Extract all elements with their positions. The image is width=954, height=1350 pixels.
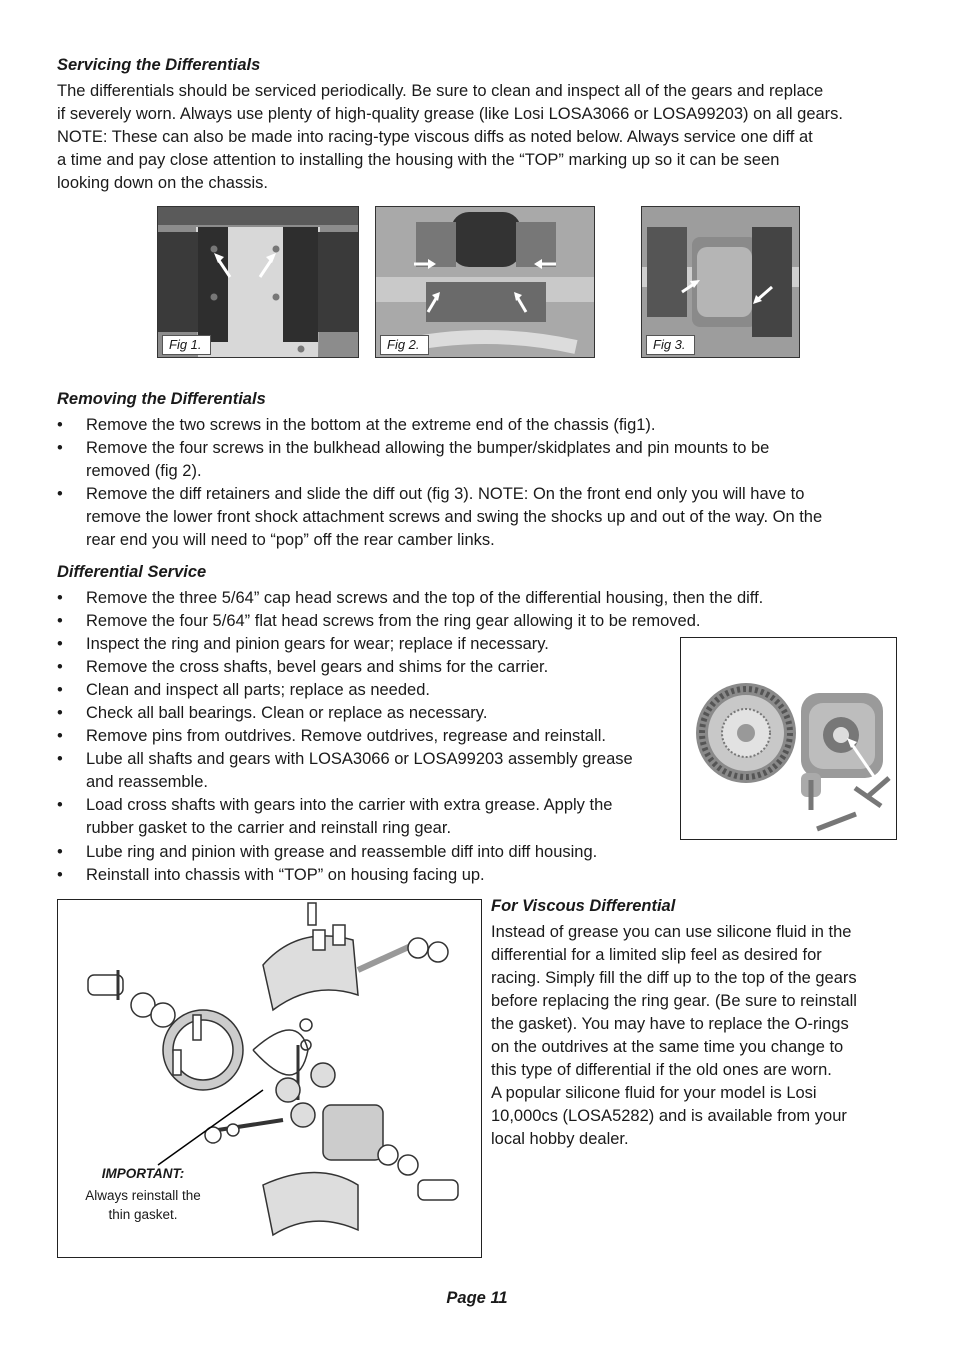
- list-item-text: Remove the cross shafts, bevel gears and shims for the carrier.: [86, 658, 549, 676]
- list-item-text: Remove pins from outdrives. Remove outdrives, regrease and reinstall.: [86, 727, 606, 745]
- bullet: •: [57, 635, 63, 653]
- list-item-text: Remove the diff retainers and slide the diff out (fig 3). NOTE: On the front end only you will have to: [86, 485, 805, 503]
- list-item-text: Clean and inspect all parts; replace as needed.: [86, 681, 430, 699]
- paragraph-line: on the outdrives at the same time you change to: [491, 1038, 844, 1056]
- list-item: [57, 633, 657, 656]
- fig3-caption: Fig 3.: [646, 335, 695, 355]
- list-item: [57, 748, 657, 794]
- list-item-text: Remove the two screws in the bottom at the extreme end of the chassis (fig1).: [86, 416, 656, 434]
- diff-gears-photo: [680, 637, 897, 840]
- list-item-text: Inspect the ring and pinion gears for wear; replace if necessary.: [86, 635, 549, 653]
- list-item: [57, 841, 657, 864]
- service-heading: Differential Service: [57, 563, 207, 581]
- bullet: •: [57, 485, 63, 503]
- list-item: [57, 725, 657, 748]
- list-item: [57, 679, 657, 702]
- fig2-caption: Fig 2.: [380, 335, 429, 355]
- list-item: [57, 414, 907, 437]
- list-item: [57, 656, 657, 679]
- important-label: IMPORTANT:: [101, 1166, 185, 1181]
- bullet: •: [57, 750, 63, 768]
- list-item-text: Remove the four screws in the bulkhead allowing the bumper/skidplates and pin mounts to be: [86, 439, 770, 457]
- bullet: •: [57, 866, 63, 884]
- paragraph-line: The differentials should be serviced periodically. Be sure to clean and inspect all of the gears and replace: [57, 82, 824, 100]
- list-item-text: rubber gasket to the carrier and reinstall ring gear.: [86, 819, 452, 837]
- servicing-heading: Servicing the Differentials: [57, 56, 261, 74]
- bullet: •: [57, 704, 63, 722]
- bullet: •: [57, 589, 63, 607]
- list-item: [57, 483, 907, 552]
- list-item-text: and reassemble.: [86, 773, 208, 791]
- list-item-text: removed (fig 2).: [86, 462, 202, 480]
- paragraph-line: Instead of grease you can use silicone fluid in the: [491, 923, 852, 941]
- paragraph-line: looking down on the chassis.: [57, 174, 268, 192]
- paragraph-line: A popular silicone fluid for your model is Losi: [491, 1084, 817, 1102]
- paragraph-line: if severely worn. Always use plenty of high-quality grease (like Losi LOSA3066 or LOSA99203) on all gears.: [57, 105, 844, 123]
- list-item: [57, 864, 657, 887]
- list-item-text: Lube all shafts and gears with LOSA3066 or LOSA99203 assembly grease: [86, 750, 633, 768]
- paragraph-line: racing. Simply fill the diff up to the top of the gears: [491, 969, 857, 987]
- bullet: •: [57, 843, 63, 861]
- diff-gears-illustration: [681, 638, 896, 839]
- list-item: [57, 587, 857, 610]
- list-item: [57, 702, 657, 725]
- list-item: [57, 610, 857, 633]
- list-item-text: rear end you will need to “pop” off the rear camber links.: [86, 531, 495, 549]
- list-item-text: Load cross shafts with gears into the carrier with extra grease. Apply the: [86, 796, 613, 814]
- list-item-text: Remove the four 5/64” flat head screws from the ring gear allowing it to be removed.: [86, 612, 701, 630]
- bullet: •: [57, 727, 63, 745]
- bullet: •: [57, 681, 63, 699]
- paragraph-line: before replacing the ring gear. (Be sure to reinstall: [491, 992, 857, 1010]
- removing-heading: Removing the Differentials: [57, 390, 266, 408]
- paragraph-line: a time and pay close attention to installing the housing with the “TOP” marking up so it can be seen: [57, 151, 780, 169]
- list-item-text: Reinstall into chassis with “TOP” on housing facing up.: [86, 866, 485, 884]
- fig1-photo: [157, 206, 359, 358]
- important-note-line: thin gasket.: [108, 1207, 178, 1222]
- bullet: •: [57, 439, 63, 457]
- list-item: [57, 437, 907, 483]
- list-item-text: Remove the three 5/64” cap head screws and the top of the differential housing, then the diff.: [86, 589, 764, 607]
- fig1-caption: Fig 1.: [162, 335, 211, 355]
- paragraph-line: local hobby dealer.: [491, 1130, 629, 1148]
- list-item-text: remove the lower front shock attachment screws and swing the shocks up and out of the way. On the: [86, 508, 823, 526]
- bullet: •: [57, 416, 63, 434]
- paragraph-line: differential for a limited slip feel as desired for: [491, 946, 822, 964]
- fig2-photo: [375, 206, 595, 358]
- page-number: Page 11: [446, 1289, 508, 1307]
- bullet: •: [57, 612, 63, 630]
- paragraph-line: the gasket). You may have to replace the O-rings: [491, 1015, 849, 1033]
- paragraph-line: 10,000cs (LOSA5282) and is available from your: [491, 1107, 847, 1125]
- important-note-line: Always reinstall the: [85, 1188, 201, 1203]
- fig3-photo: [641, 206, 800, 358]
- paragraph-line: NOTE: These can also be made into racing-type viscous diffs as noted below. Always service one diff at: [57, 128, 813, 146]
- list-item-text: Lube ring and pinion with grease and reassemble diff into diff housing.: [86, 843, 598, 861]
- bullet: •: [57, 796, 63, 814]
- list-item-text: Check all ball bearings. Clean or replace as necessary.: [86, 704, 488, 722]
- bullet: •: [57, 658, 63, 676]
- viscous-heading: For Viscous Differential: [491, 897, 676, 915]
- exploded-diff-diagram: [57, 899, 482, 1258]
- list-item: [57, 794, 657, 840]
- paragraph-line: this type of differential if the old ones are worn.: [491, 1061, 832, 1079]
